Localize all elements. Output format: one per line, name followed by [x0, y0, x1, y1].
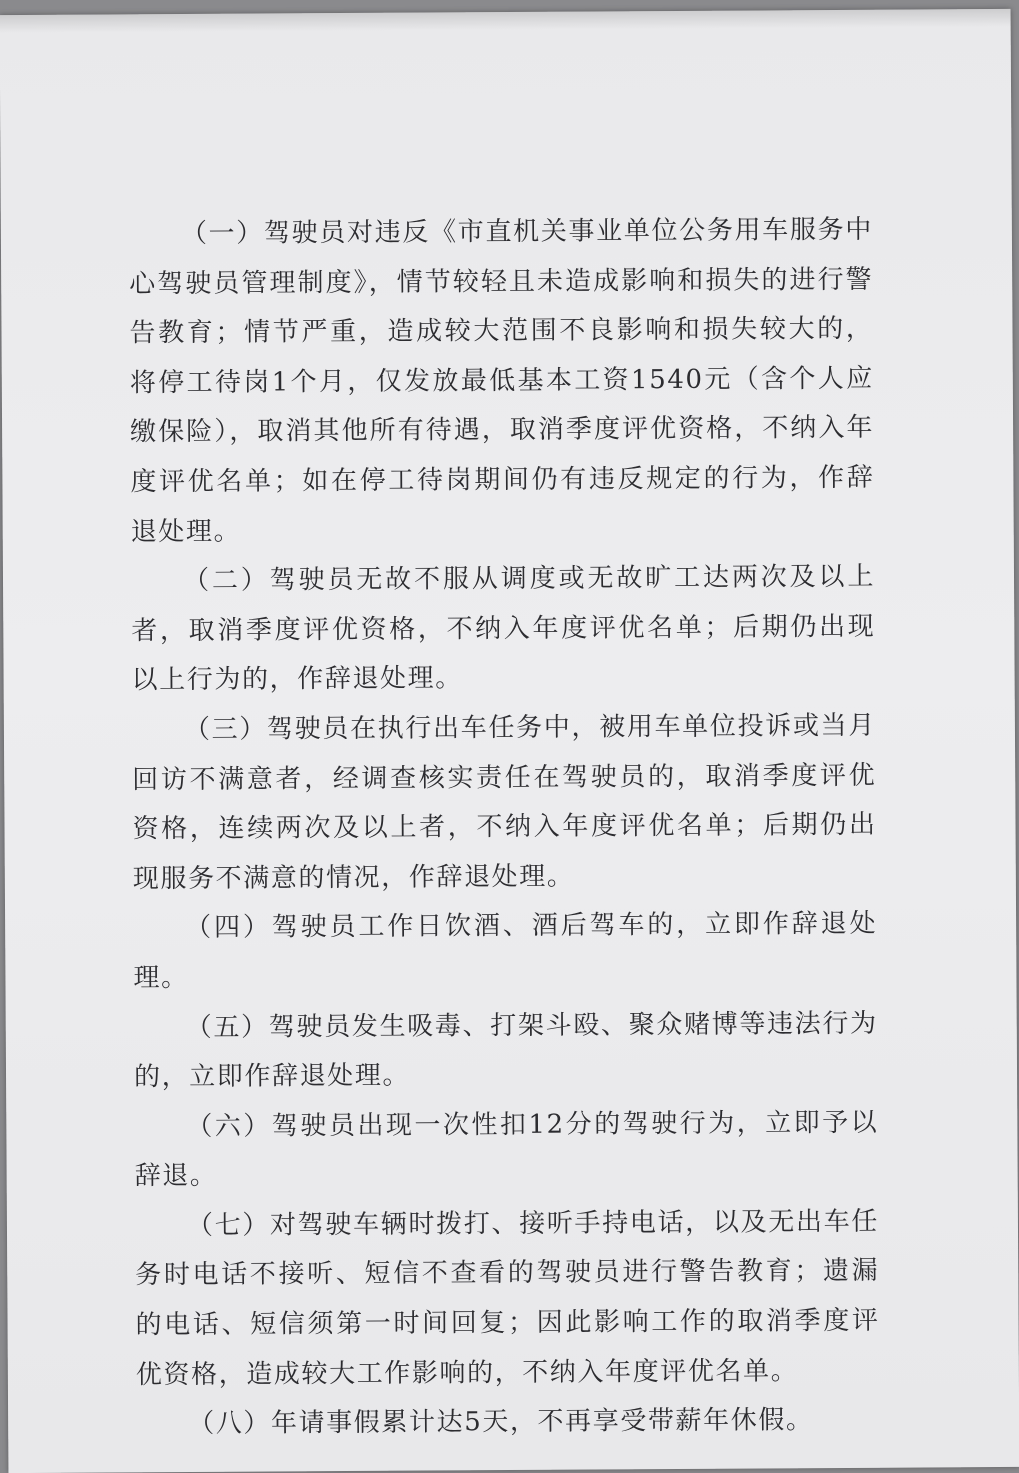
paragraph-7: （七）对驾驶车辆时拨打、接听手持电话，以及无出车任务时电话不接听、短信不查看的驾驶员进行警告教育；遗漏的电话、短信须第一时间回复；因此影响工作的取消季度评优资格，造成较大工作影响的，不纳入年度评优名单。: [135, 1206, 880, 1390]
page-edge-shadow: [0, 9, 1011, 33]
paragraph-4: （四）驾驶员工作日饮酒、酒后驾车的，立即作辞退处理。: [133, 909, 878, 994]
paragraph-6: （六）驾驶员出现一次性扣12分的驾驶行为，立即予以辞退。: [134, 1107, 879, 1192]
paragraph-1: （一）驾驶员对违反《市直机关事业单位公务用车服务中心驾驶员管理制度》，情节较轻且未造成影响和损失的进行警告教育；情节严重，造成较大范围不良影响和损失较大的，将停工待岗1个月，仅发放最低基本工资1540元（含个人应缴保险），取消其他所有待遇，取消季度评优资格，不纳入年度评优名单；如在停工待岗期间仍有违反规定的行为，作辞退处理。: [129, 214, 875, 547]
document-body: [129, 206, 881, 1450]
paragraph-8: （八）年请事假累计达5天，不再享受带薪年休假。: [188, 1405, 814, 1440]
paragraph-3: （三）驾驶员在执行出车任务中，被用车单位投诉或当月回访不满意者，经调查核实责任在驾驶员的，取消季度评优资格，连续两次及以上者，不纳入年度评优名单；后期仍出现服务不满意的情况，作辞退处理。: [132, 710, 877, 895]
document-page: [0, 9, 1019, 1473]
paragraph-5: （五）驾驶员发生吸毒、打架斗殴、聚众赌博等违法行为的，立即作辞退处理。: [133, 1008, 878, 1093]
paragraph-2: （二）驾驶员无故不服从调度或无故旷工达两次及以上者，取消季度评优资格，不纳入年度评优名单；后期仍出现以上行为的，作辞退处理。: [131, 561, 876, 696]
